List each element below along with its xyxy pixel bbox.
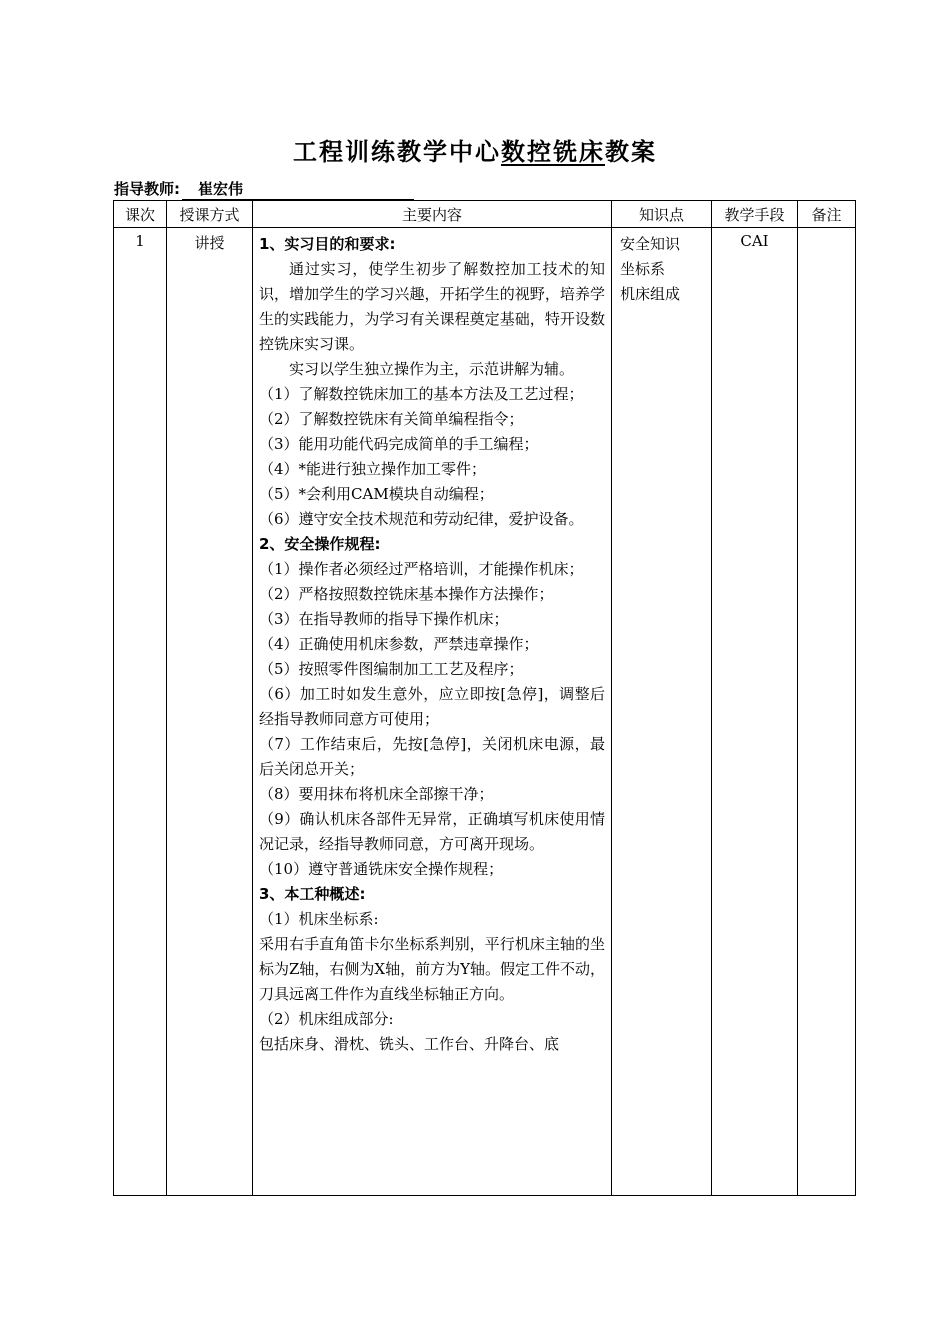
section-3-heading: 3、本工种概述: — [259, 885, 366, 903]
header-content: 主要内容 — [253, 201, 612, 228]
list-item: （6）遵守安全技术规范和劳动纪律，爱护设备。 — [259, 510, 584, 528]
section-1-paragraph-1: 通过实习，使学生初步了解数控加工技术的知识，增加学生的学习兴趣，开拓学生的视野，培养学生的实践能力，为学习有关课程奠定基础，特开设数控铣床实习课。 — [259, 260, 605, 353]
list-item: （1）操作者必须经过严格培训，才能操作机床； — [259, 560, 584, 578]
list-item: （1）了解数控铣床加工的基本方法及工艺过程； — [259, 385, 584, 403]
cell-content — [253, 228, 612, 1196]
title-prefix: 工程训练教学中心 — [293, 138, 501, 166]
title-suffix: 教案 — [605, 138, 657, 166]
header-note: 备注 — [798, 201, 856, 228]
section-1-heading: 1、实习目的和要求: — [259, 235, 396, 253]
teacher-name: 崔宏伟 — [182, 178, 414, 200]
teacher-line — [114, 178, 414, 200]
section-2-heading: 2、安全操作规程: — [259, 535, 381, 553]
list-item: （10）遵守普通铣床安全操作规程； — [259, 860, 504, 878]
page-title — [0, 132, 950, 167]
list-item: （2）了解数控铣床有关简单编程指令； — [259, 410, 524, 428]
subsection-coordinate-text: 采用右手直角笛卡尔坐标系判别，平行机床主轴的坐标为Z轴，右侧为X轴，前方为Y轴。假定工件不动，刀具远离工件作为直线坐标轴正方向。 — [259, 935, 606, 1003]
list-item: （3）能用功能代码完成简单的手工编程； — [259, 435, 539, 453]
list-item: （5）按照零件图编制加工工艺及程序； — [259, 660, 524, 678]
list-item: （2）严格按照数控铣床基本操作方法操作； — [259, 585, 554, 603]
knowledge-point: 坐标系 — [620, 260, 666, 278]
header-knowledge: 知识点 — [612, 201, 712, 228]
list-item: （6）加工时如发生意外，应立即按[急停]，调整后经指导教师同意方可使用； — [259, 685, 605, 728]
header-method: 授课方式 — [167, 201, 253, 228]
list-item: （5）*会利用CAM模块自动编程； — [259, 485, 494, 503]
header-lesson: 课次 — [114, 201, 167, 228]
subsection-coordinate-heading: （1）机床坐标系: — [259, 910, 379, 928]
list-item: （9）确认机床各部件无异常，正确填写机床使用情况记录，经指导教师同意，方可离开现场。 — [259, 810, 605, 853]
knowledge-point: 安全知识 — [620, 235, 681, 253]
cell-lesson: 1 — [114, 228, 167, 1196]
cell-knowledge-points — [612, 228, 712, 1196]
cell-method: 讲授 — [167, 228, 253, 1196]
list-item: （4）正确使用机床参数，严禁违章操作； — [259, 635, 539, 653]
header-means: 教学手段 — [712, 201, 798, 228]
list-item: （3）在指导教师的指导下操作机床； — [259, 610, 509, 628]
lesson-plan-table — [113, 200, 856, 1196]
section-1-paragraph-2: 实习以学生独立操作为主，示范讲解为辅。 — [289, 360, 575, 378]
list-item: （7）工作结束后，先按[急停]，关闭机床电源，最后关闭总开关； — [259, 735, 605, 778]
cell-note — [798, 228, 856, 1196]
teacher-label: 指导教师: — [114, 180, 180, 198]
cell-means: CAI — [712, 228, 798, 1196]
knowledge-point: 机床组成 — [620, 285, 681, 303]
subsection-components-text: 包括床身、滑枕、铣头、工作台、升降台、底 — [259, 1035, 560, 1053]
subsection-components-heading: （2）机床组成部分: — [259, 1010, 394, 1028]
title-subject: 数控铣床 — [501, 138, 605, 166]
table-row — [114, 228, 856, 1196]
list-item: （8）要用抹布将机床全部擦干净； — [259, 785, 494, 803]
table-header-row — [114, 201, 856, 228]
list-item: （4）*能进行独立操作加工零件； — [259, 460, 487, 478]
